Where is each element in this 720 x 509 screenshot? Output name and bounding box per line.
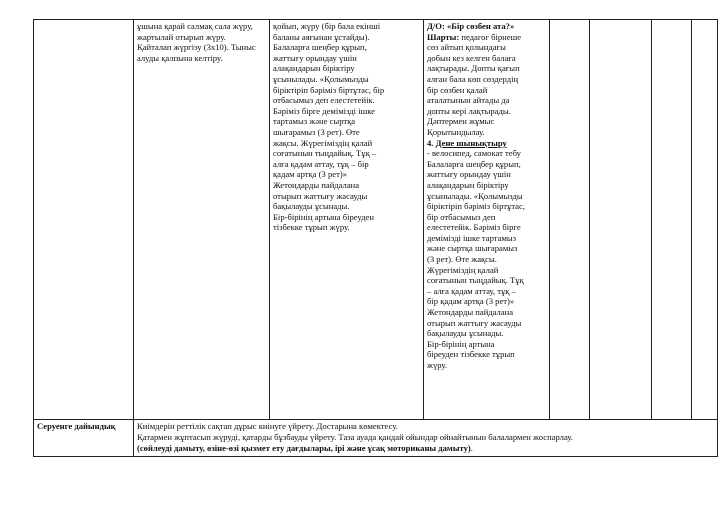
text-line: қойып, жүру (бір бала екінші	[273, 21, 381, 31]
text-line: біреуден тізбекке тұрып	[427, 349, 515, 360]
text-line: Жүрегіміздің қалай	[427, 264, 499, 275]
text-line: ұшына қарай салмақ сала жүру,	[137, 21, 253, 31]
text-line: аталатынын айтады да	[427, 95, 510, 106]
text-line: жартылай отырып жүру.	[137, 31, 226, 42]
text-line: біріктіріп бәріміз біртұтас, бір	[273, 84, 385, 95]
rules-label: Шарты:	[427, 31, 460, 42]
text-line: Жетондарды пайдалана	[427, 307, 514, 318]
walk-preparation-text	[134, 420, 718, 457]
text-line: соғатынын тыңдайық. Тұқ	[427, 275, 524, 286]
circle-exercise-cell	[270, 20, 424, 420]
text-line: Балаларға шеңбер құрып,	[273, 42, 367, 53]
text-line: – алға қадам аттау, тұқ –	[427, 285, 516, 296]
walking-exercise-cell	[134, 20, 270, 420]
empty-cell	[550, 20, 590, 420]
text-line: жүру.	[427, 360, 448, 370]
text-line: Киімдерін реттілік сақтап дұрыс киінуге үйрету. Достарына көмектесу.	[137, 421, 398, 431]
text-line: Қатармен жұптасып жүруді, қатарды бұзбауды үйрету. Таза ауада қандай ойындар ойнайтынын балалармен жоспарлау.	[137, 432, 573, 443]
text-line: отырып жаттығу жасауды	[427, 317, 522, 328]
text-line: баланы аяғынан ұстайды).	[273, 31, 370, 42]
text-line: алға қадам аттау, тұқ – бір	[273, 158, 369, 169]
walk-preparation-label: Серуенге дайындық	[34, 420, 134, 457]
text-line: алуды қалпына келтіру.	[137, 52, 223, 63]
activity-row	[34, 20, 718, 420]
text-line: бір отбасымыз деп	[427, 211, 496, 222]
game-title: Д/О: «Бір сөзбен ата?»	[427, 21, 515, 31]
text-line: біріктіріп бәріміз біртұтас,	[427, 201, 525, 212]
text-line: Бәріміз бірге демімізді ішке	[273, 105, 376, 116]
text-line: Дәптермен жұмыс	[427, 116, 495, 127]
section-title: Дене шынықтыру	[435, 137, 507, 148]
text-line: алған бала көп сөздердің	[427, 73, 519, 84]
text-line: Қорытындылау.	[427, 126, 485, 137]
rules-line	[427, 32, 546, 43]
text-line: ұсынылады. «Қолымызды	[273, 73, 369, 84]
text-line: Балаларға шеңбер құрып,	[427, 158, 521, 169]
text-line: - велосипед, самокат тебу	[427, 148, 521, 159]
text-line: жақсы. Жүрегіміздің қалай	[273, 137, 373, 148]
text-line: Қайталап жүргізу (3х10). Тыныс	[137, 42, 256, 53]
text-line: допты кері лақтырады.	[427, 105, 511, 116]
text-line: ұсынылады. «Қолымызды	[427, 190, 523, 201]
text-line: елестетейік. Бәріміз бірге	[427, 222, 521, 233]
text-line: жаттығу орындау үшін	[273, 52, 357, 63]
text-line: тізбекке тұрып жүру.	[273, 222, 350, 233]
skills-note: (сөйлеуді дамыту, өзіне-өзі қызмет ету дағдылары, ірі және ұсақ моториканы дамыту)	[137, 443, 471, 454]
walk-preparation-row	[34, 420, 718, 457]
text-line: соғатынын тыңдайық. Тұқ –	[273, 148, 377, 159]
text-line: алақандарын біріктіру	[273, 63, 355, 74]
text-line	[137, 443, 714, 454]
empty-cell	[692, 20, 718, 420]
schedule-table	[33, 19, 718, 457]
empty-cell	[652, 20, 692, 420]
text-line: (3 рет). Өте жақсы.	[427, 254, 497, 265]
text-line: қадам артқа (3 рет)»	[273, 169, 347, 180]
text-line: добын кез келген балаға	[427, 52, 516, 63]
text-line: бақылауды ұсынады.	[427, 328, 504, 339]
text-line: бақылауды ұсынады.	[273, 201, 350, 212]
text-line: отбасымыз деп елестетейік.	[273, 95, 375, 106]
text-line: және сыртқа шығарамыз	[427, 243, 518, 254]
text-line: жаттығу орындау үшін	[427, 169, 511, 180]
text-line: Жетондарды пайдалана	[273, 179, 360, 190]
text-line: демімізді ішке тартамыз	[427, 232, 517, 243]
text-line: Бір-бірінің артына біреуден	[273, 211, 374, 222]
text-line: отырып жаттығу жасауды	[273, 190, 368, 201]
text-line: шығарамыз (3 рет). Өте	[273, 126, 360, 137]
text-line: бір сөзбен қалай	[427, 84, 488, 95]
row-label-cell	[34, 20, 134, 420]
section-number: 4.	[427, 137, 434, 148]
game-cell	[424, 20, 550, 420]
rules-text: педагог бірнеше	[459, 31, 522, 42]
empty-cell	[590, 20, 652, 420]
text-line: алақандарын біріктіру	[427, 179, 509, 190]
section-heading	[427, 138, 546, 149]
skills-note-end: .	[470, 443, 473, 454]
text-line: лақтырады. Допты қағып	[427, 63, 520, 74]
text-line: тартамыз және сыртқа	[273, 116, 356, 127]
text-line: Бір-бірінің артына	[427, 338, 495, 349]
text-line: бір қадам артқа (3 рет)»	[427, 296, 515, 307]
text-line: сөз айтып қолындағы	[427, 42, 506, 53]
